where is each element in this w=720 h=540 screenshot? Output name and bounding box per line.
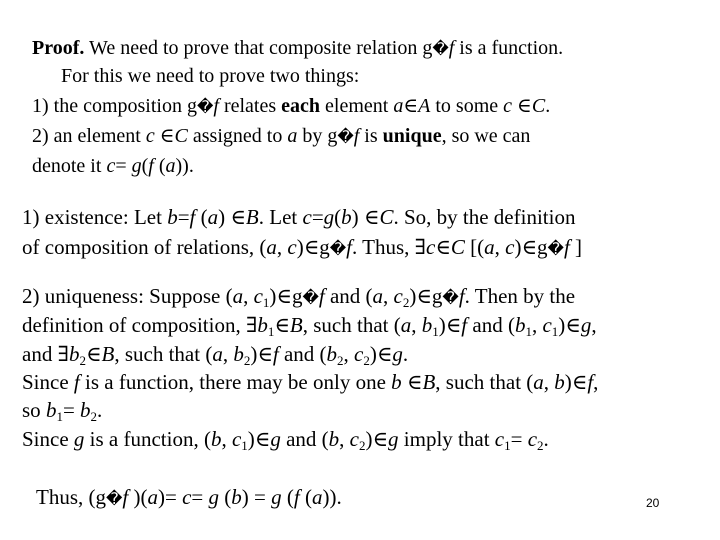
- uniqueness-line-5: so $b_1= b_2$.: [22, 398, 103, 424]
- composition-glyph: �: [329, 239, 347, 258]
- uniqueness-line-2: definition of composition, $\exists b_1\in B$, such that (a, $b_1)\in f$ and ($b_1$, $c_1)\in g$,: [22, 313, 597, 339]
- existence-line-1: 1) existence: Let b=f (a) ∈B. Let c=g(b) ∈C. So, by the definition: [22, 205, 576, 229]
- proof-line-1: Proof. We need to prove that composite relation g�f is a function.: [32, 37, 564, 59]
- proof-line-5: denote it c= g(f (a)).: [32, 155, 194, 177]
- proof-line-2: For this we need to prove two things:: [61, 65, 360, 87]
- page-number: 20: [646, 496, 660, 510]
- composition-glyph: �: [432, 39, 449, 58]
- composition-glyph: �: [442, 288, 459, 307]
- composition-glyph: �: [547, 239, 564, 258]
- composition-glyph: �: [337, 127, 354, 146]
- composition-glyph: �: [106, 489, 123, 508]
- uniqueness-line-4: Since f is a function, there may be only one b ∈B, such that (a, b)∈f,: [22, 370, 599, 394]
- composition-glyph: �: [302, 288, 319, 307]
- proof-line-4: 2) an element c ∈C assigned to a by g�f is unique, so we can: [32, 125, 531, 147]
- uniqueness-line-3: and $\exists b_2\in B$, such that (a, $b_2)\in f$ and ($b_2$, $c_2)\in g$.: [22, 342, 409, 368]
- uniqueness-line-1: 2) uniqueness: Suppose (a, $c_1)\in g�f$ and (a, $c_2)\in g�f$. Then by the: [22, 284, 576, 310]
- composition-glyph: �: [196, 97, 214, 116]
- conclusion-line: Thus, (g�f )(a)= c= g (b) = g (f (a)).: [36, 485, 342, 509]
- uniqueness-line-6: Since g is a function, (b, $c_1)\in g$ and (b, $c_2)\in g$ imply that $c_1= c_2$.: [22, 427, 549, 453]
- existence-line-2: of composition of relations, (a, c)∈g�f. Thus, ∃c∈C [(a, c)∈g�f ]: [22, 235, 583, 259]
- proof-line-3: 1) the composition g�f relates each element a∈A to some c ∈C.: [32, 95, 551, 117]
